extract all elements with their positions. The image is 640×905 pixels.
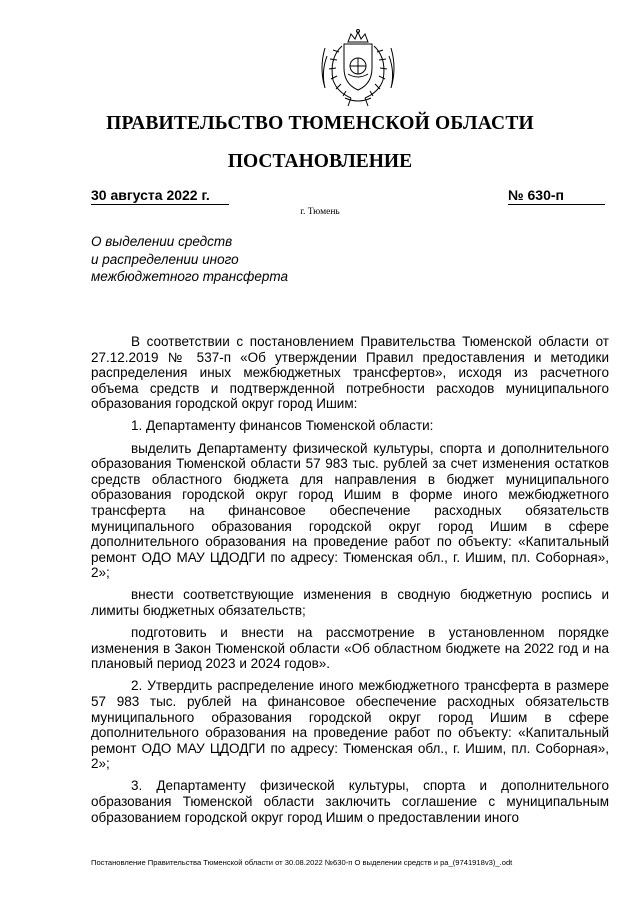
document-body bbox=[91, 334, 609, 832]
document-type: ПОСТАНОВЛЕНИЕ bbox=[227, 151, 413, 172]
body-paragraph: В соответствии с постановлением Правительства Тюменской области от 27.12.2019 № 537-п «Об утверждении Правил предоставления и методики распределения иных межбюджетных трансфертов», исходя из расчетного объема средств и подтвержденной потребности расходов муниципального образования городской округ город Ишим: bbox=[91, 334, 609, 412]
body-paragraph: 3. Департаменту физической культуры, спорта и дополнительного образования Тюменской области заключить соглашение с муниципальным образованием городской округ город Ишим о предоставлении иного bbox=[91, 778, 609, 825]
body-paragraph: подготовить и внести на рассмотрение в установленном порядке изменения в Закон Тюменской области «Об областном бюджете на 2022 год и на плановый период 2023 и 2024 годов». bbox=[91, 625, 609, 672]
subject-line: и распределении иного bbox=[91, 251, 239, 267]
document-city: г. Тюмень bbox=[300, 207, 340, 217]
body-paragraph: 1. Департаменту финансов Тюменской области: bbox=[131, 418, 434, 434]
subject-line: О выделении средств bbox=[91, 234, 233, 249]
subject-line: межбюджетного трансферта bbox=[91, 269, 289, 284]
document-number: № 630-п bbox=[508, 187, 605, 205]
document-subject bbox=[91, 233, 391, 286]
body-paragraph: внести соответствующие изменения в сводную бюджетную роспись и лимиты бюджетных обязательств; bbox=[91, 587, 609, 618]
document-footer: Постановление Правительства Тюменской области от 30.08.2022 №630-п О выделении средств и ра_(9741918v3)_.odt bbox=[91, 858, 513, 867]
document-date: 30 августа 2022 г. bbox=[91, 187, 229, 205]
body-paragraph: 2. Утвердить распределение иного межбюджетного трансферта в размере 57 983 тыс. рублей на финансовое обеспечение расходных обязательств муниципального образования городской округ город Ишим в сфере дополнительного образования на проведение работ по объекту: «Капитальный ремонт ОДО МАУ ЦДОДГИ по адресу: Тюменская обл., г. Ишим, пл. Соборная», 2»; bbox=[91, 678, 609, 772]
coat-of-arms-icon bbox=[315, 28, 401, 108]
government-name: ПРАВИТЕЛЬСТВО ТЮМЕНСКОЙ ОБЛАСТИ bbox=[106, 113, 534, 134]
body-paragraph: выделить Департаменту физической культуры, спорта и дополнительного образования Тюменской области 57 983 тыс. рублей за счет изменения остатков средств областного бюджета для направления в бюджет муниципального образования городской округ город Ишим в форме иного межбюджетного трансферта на финансовое обеспечение расходных обязательств муниципального образования городской округ город Ишим в сфере дополнительного образования на проведение работ по объекту: «Капитальный ремонт ОДО МАУ ЦДОДГИ по адресу: Тюменская обл., г. Ишим, пл. Соборная», 2»; bbox=[91, 440, 609, 581]
